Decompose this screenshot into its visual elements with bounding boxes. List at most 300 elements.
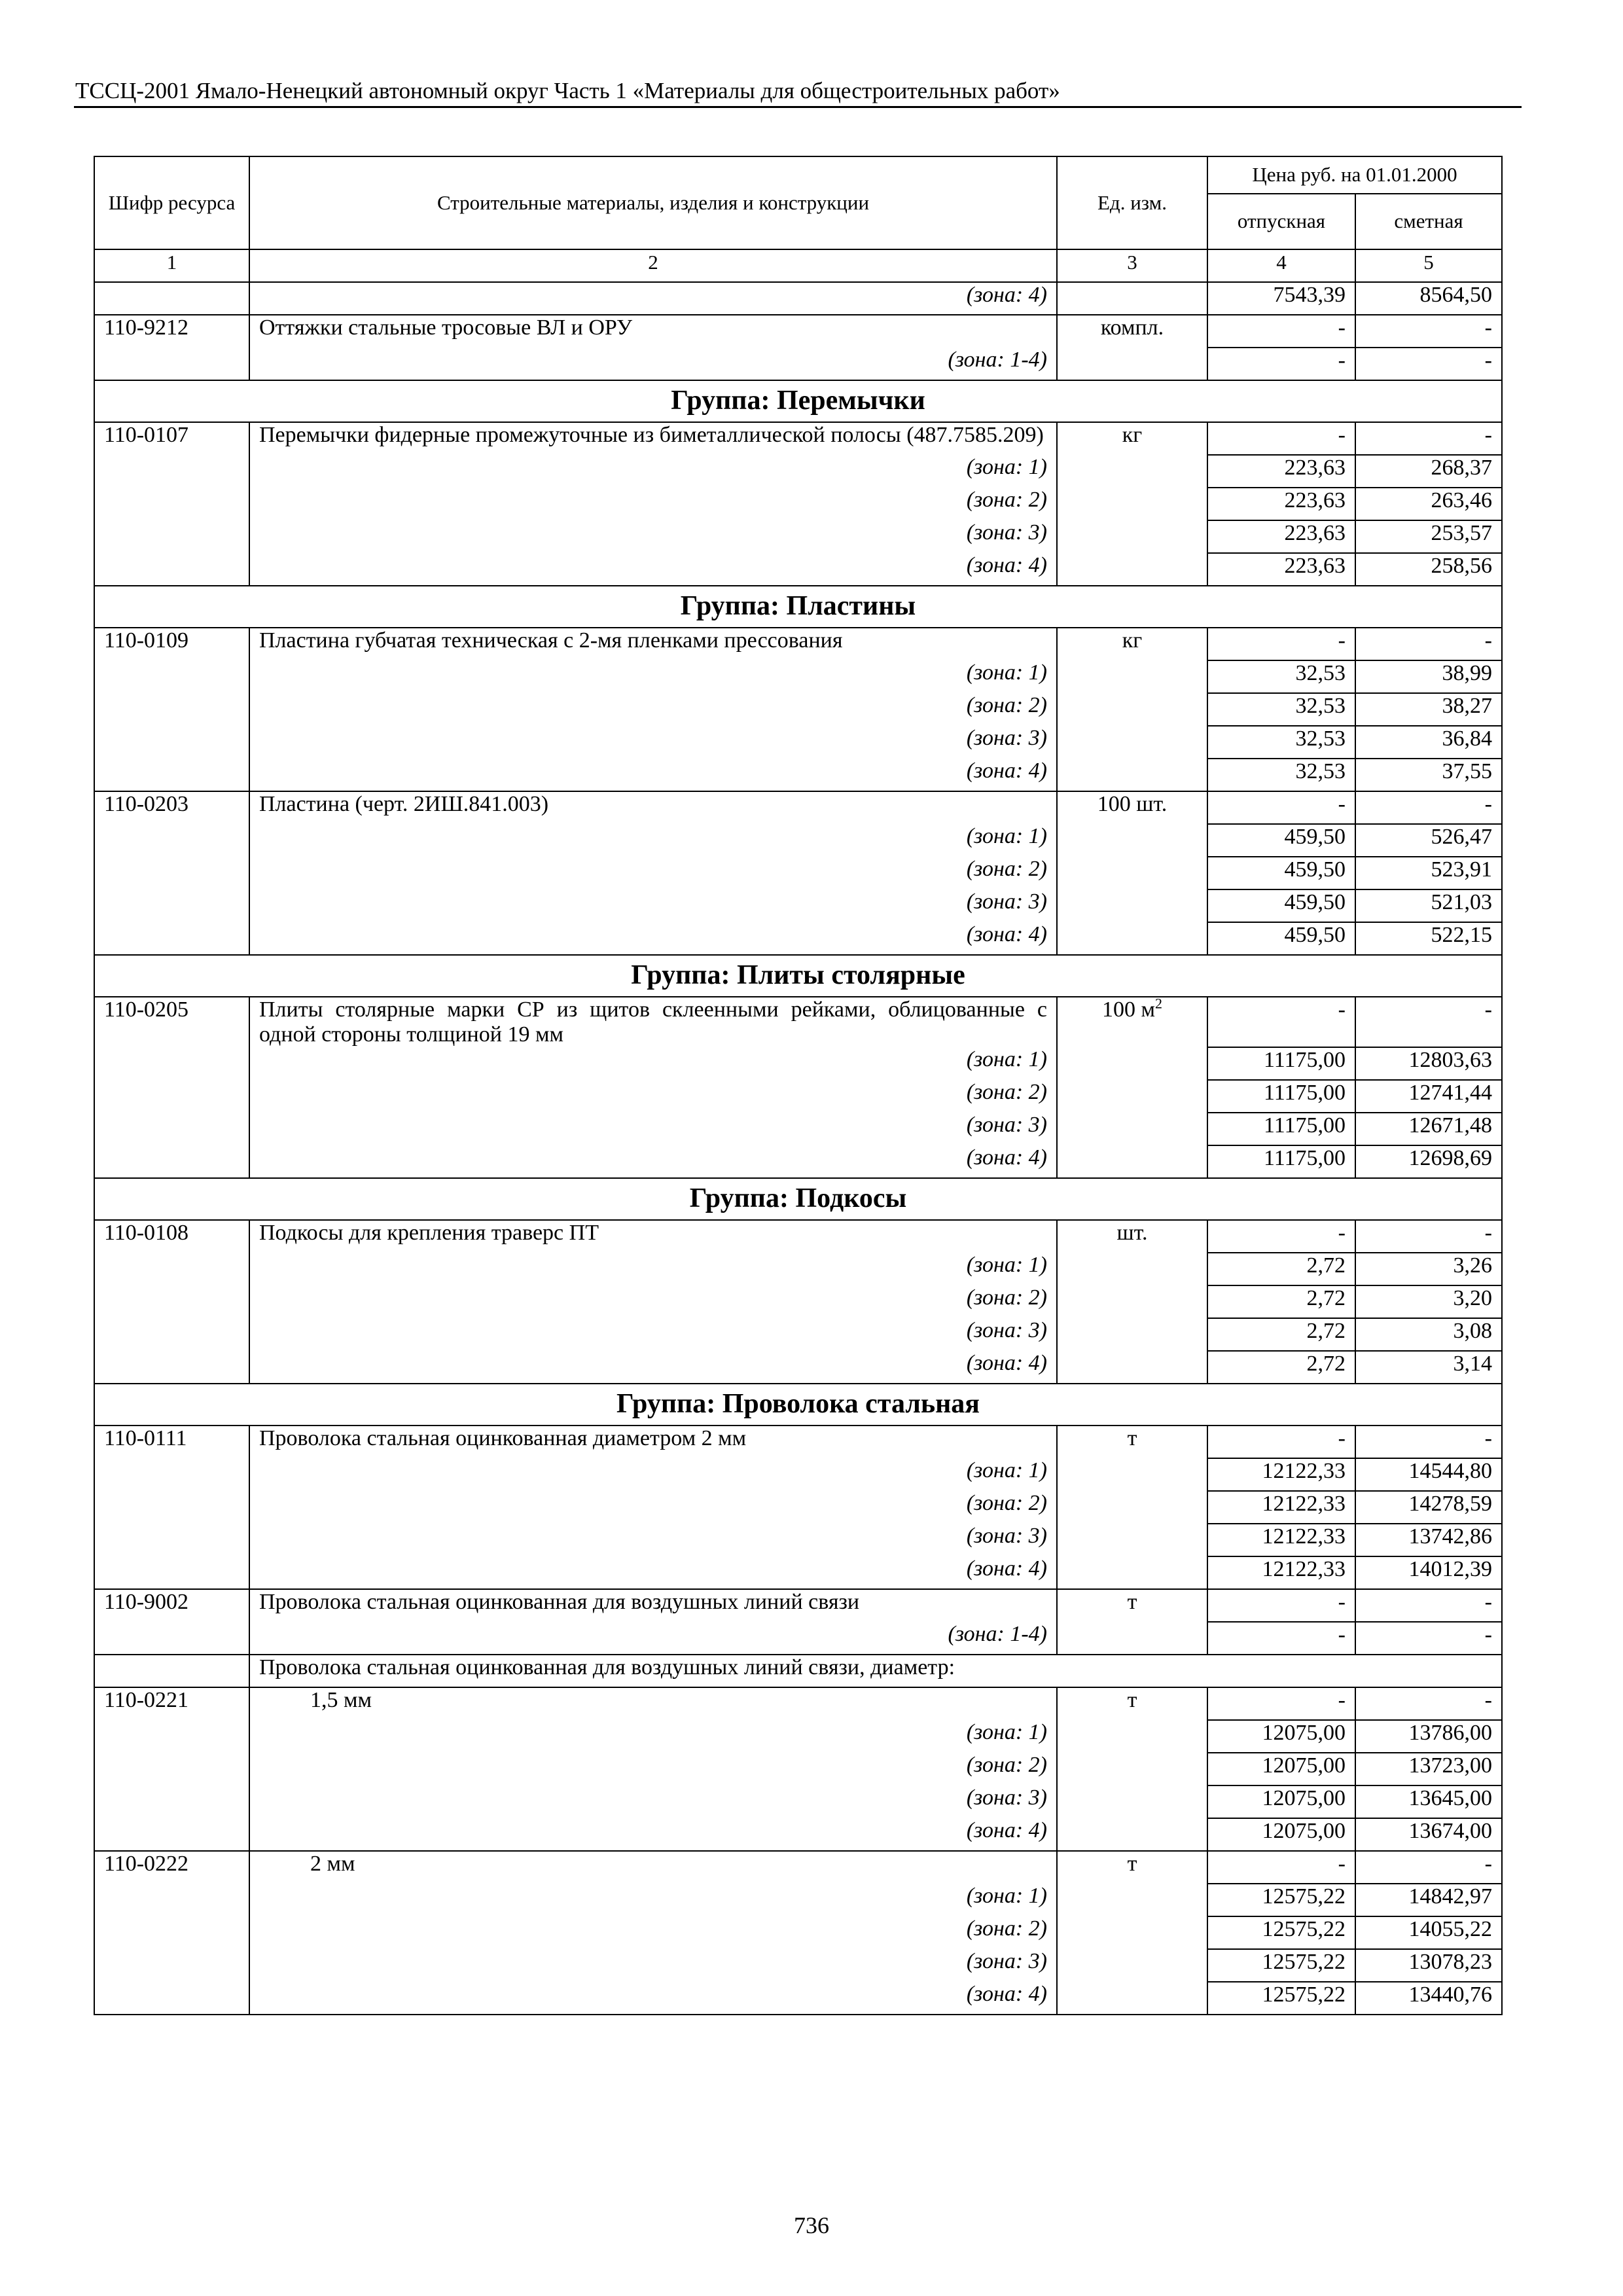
- release-price: -: [1207, 348, 1355, 380]
- subheading-row: [94, 1655, 1502, 1687]
- release-price: 2,72: [1207, 1351, 1355, 1384]
- unit-text: компл.: [1100, 315, 1164, 340]
- release-price: -: [1207, 1851, 1355, 1884]
- resource-code: [94, 1113, 249, 1145]
- estimate-price: -: [1355, 997, 1502, 1047]
- release-price: 12122,33: [1207, 1556, 1355, 1589]
- estimate-price: 8564,50: [1355, 282, 1502, 315]
- zone-label: (зона: 3): [249, 889, 1057, 922]
- unit-cell: [1057, 1318, 1207, 1351]
- release-price: 12075,00: [1207, 1818, 1355, 1851]
- zone-label: (зона: 4): [249, 922, 1057, 955]
- release-price: 7543,39: [1207, 282, 1355, 315]
- resource-code: 110-0221: [94, 1687, 249, 1720]
- zone-label: (зона: 3): [249, 1785, 1057, 1818]
- zone-label: (зона: 2): [249, 1753, 1057, 1785]
- zone-row: [94, 1080, 1502, 1113]
- unit-cell: [1057, 1720, 1207, 1753]
- zone-row: [94, 1285, 1502, 1318]
- zone-row: [94, 1351, 1502, 1384]
- resource-code: [94, 1753, 249, 1785]
- table-body: [94, 249, 1502, 2015]
- resource-row: [94, 315, 1502, 348]
- zone-label: (зона: 3): [249, 1949, 1057, 1982]
- estimate-price: 268,37: [1355, 455, 1502, 488]
- col-header-name: Строительные материалы, изделия и конструкции: [249, 156, 1057, 249]
- release-price: -: [1207, 422, 1355, 455]
- resource-code: [94, 1047, 249, 1080]
- estimate-price: 263,46: [1355, 488, 1502, 520]
- estimate-price: 38,27: [1355, 693, 1502, 726]
- resource-name-text: Пластина (черт. 2ИШ.841.003): [259, 792, 549, 816]
- resource-code: [94, 1285, 249, 1318]
- unit-cell: [1057, 997, 1207, 1047]
- resource-code: [94, 660, 249, 693]
- zone-row: [94, 759, 1502, 791]
- resource-row: [94, 628, 1502, 660]
- unit-cell: [1057, 553, 1207, 586]
- estimate-price: 3,26: [1355, 1253, 1502, 1285]
- zone-label: (зона: 1): [249, 1253, 1057, 1285]
- zone-label: (зона: 3): [249, 1524, 1057, 1556]
- zone-label: (зона: 1): [249, 1458, 1057, 1491]
- release-price: -: [1207, 1589, 1355, 1622]
- release-price: 2,72: [1207, 1318, 1355, 1351]
- resource-name: [249, 1687, 1057, 1720]
- unit-cell: [1057, 1524, 1207, 1556]
- unit-cell: [1057, 422, 1207, 455]
- resource-code: [94, 857, 249, 889]
- unit-cell: [1057, 1285, 1207, 1318]
- release-price: 12075,00: [1207, 1720, 1355, 1753]
- estimate-price: 253,57: [1355, 520, 1502, 553]
- resource-row: [94, 1220, 1502, 1253]
- zone-row: [94, 660, 1502, 693]
- zone-label: (зона: 2): [249, 1285, 1057, 1318]
- zone-label: (зона: 3): [249, 726, 1057, 759]
- zone-label: (зона: 2): [249, 1080, 1057, 1113]
- zone-row: [94, 1982, 1502, 2015]
- estimate-price: 13078,23: [1355, 1949, 1502, 1982]
- release-price: 11175,00: [1207, 1047, 1355, 1080]
- resource-name: [249, 315, 1057, 348]
- zone-label: (зона: 2): [249, 857, 1057, 889]
- col-header-unit: Ед. изм.: [1057, 156, 1207, 249]
- zone-row: [94, 520, 1502, 553]
- group-heading-row: [94, 586, 1502, 628]
- resource-row: [94, 422, 1502, 455]
- zone-row: [94, 726, 1502, 759]
- estimate-price: -: [1355, 1589, 1502, 1622]
- estimate-price: 523,91: [1355, 857, 1502, 889]
- release-price: 12575,22: [1207, 1884, 1355, 1916]
- estimate-price: -: [1355, 628, 1502, 660]
- resource-code: [94, 1145, 249, 1178]
- unit-cell: [1057, 1426, 1207, 1458]
- group-heading: Группа: Плиты столярные: [94, 955, 1502, 997]
- resource-name: [249, 791, 1057, 824]
- zone-label: (зона: 2): [249, 1916, 1057, 1949]
- resource-name-text: Пластина губчатая техническая с 2-мя пленками прессования: [259, 628, 843, 653]
- subheading-text: Проволока стальная оцинкованная для воздушных линий связи, диаметр:: [249, 1655, 1502, 1687]
- resource-code: [94, 520, 249, 553]
- resource-row: [94, 1589, 1502, 1622]
- release-price: 11175,00: [1207, 1080, 1355, 1113]
- estimate-price: 13723,00: [1355, 1753, 1502, 1785]
- resource-name-text: 1,5 мм: [310, 1688, 372, 1712]
- zone-label: (зона: 1): [249, 1884, 1057, 1916]
- zone-label: (зона: 2): [249, 693, 1057, 726]
- release-price: -: [1207, 997, 1355, 1047]
- zone-label: (зона: 1): [249, 1720, 1057, 1753]
- resource-code: [94, 922, 249, 955]
- release-price: 11175,00: [1207, 1145, 1355, 1178]
- estimate-price: 12671,48: [1355, 1113, 1502, 1145]
- zone-row: [94, 1318, 1502, 1351]
- resource-name-text: Оттяжки стальные тросовые ВЛ и ОРУ: [259, 315, 633, 340]
- release-price: 12075,00: [1207, 1753, 1355, 1785]
- unit-text: кг: [1122, 423, 1143, 447]
- resource-code: [94, 1491, 249, 1524]
- estimate-price: 14012,39: [1355, 1556, 1502, 1589]
- zone-row: [94, 857, 1502, 889]
- resource-code: [94, 553, 249, 586]
- resource-code: [94, 1458, 249, 1491]
- estimate-price: -: [1355, 1851, 1502, 1884]
- release-price: 223,63: [1207, 455, 1355, 488]
- zone-row: [94, 1491, 1502, 1524]
- resource-name-text: Проволока стальная оцинкованная диаметром 2 мм: [259, 1426, 747, 1450]
- resource-code: [94, 1982, 249, 2015]
- resource-code: 110-0222: [94, 1851, 249, 1884]
- resource-row: [94, 1851, 1502, 1884]
- release-price: 32,53: [1207, 693, 1355, 726]
- zone-label: (зона: 4): [249, 1556, 1057, 1589]
- zone-label: (зона: 1): [249, 660, 1057, 693]
- group-heading: Группа: Пластины: [94, 586, 1502, 628]
- zone-row: [94, 1622, 1502, 1655]
- unit-cell: [1057, 1253, 1207, 1285]
- release-price: 32,53: [1207, 759, 1355, 791]
- unit-cell: [1057, 1884, 1207, 1916]
- resource-code: [94, 726, 249, 759]
- estimate-price: -: [1355, 1687, 1502, 1720]
- group-heading: Группа: Перемычки: [94, 380, 1502, 422]
- resource-code: [94, 1949, 249, 1982]
- resource-code: 110-0203: [94, 791, 249, 824]
- col-header-estimate: сметная: [1355, 194, 1502, 249]
- unit-cell: [1057, 1145, 1207, 1178]
- zone-label: (зона: 4): [249, 759, 1057, 791]
- zone-row: [94, 1458, 1502, 1491]
- zone-label: (зона: 4): [249, 282, 1057, 315]
- unit-cell: [1057, 759, 1207, 791]
- page-header-title: ТССЦ-2001 Ямало-Ненецкий автономный округ Часть 1 «Материалы для общестроительных работ»: [75, 78, 1060, 103]
- column-number: 3: [1057, 249, 1207, 282]
- unit-cell: [1057, 348, 1207, 380]
- resource-code: 110-9212: [94, 315, 249, 348]
- estimate-price: -: [1355, 791, 1502, 824]
- unit-cell: [1057, 1080, 1207, 1113]
- resource-name: [249, 1426, 1057, 1458]
- zone-row: [94, 1556, 1502, 1589]
- unit-cell: [1057, 1047, 1207, 1080]
- unit-cell: [1057, 791, 1207, 824]
- resource-code: [94, 1655, 249, 1687]
- page-number: 736: [794, 2212, 829, 2238]
- zone-label: (зона: 3): [249, 1113, 1057, 1145]
- estimate-price: 13440,76: [1355, 1982, 1502, 2015]
- resource-code: [94, 759, 249, 791]
- resource-name-text: Подкосы для крепления траверс ПТ: [259, 1221, 599, 1245]
- zone-label: (зона: 4): [249, 1145, 1057, 1178]
- resource-code: 110-0109: [94, 628, 249, 660]
- estimate-price: 3,14: [1355, 1351, 1502, 1384]
- release-price: -: [1207, 1622, 1355, 1655]
- estimate-price: 258,56: [1355, 553, 1502, 586]
- resource-code: [94, 282, 249, 315]
- unit-cell: [1057, 455, 1207, 488]
- unit-cell: [1057, 282, 1207, 315]
- estimate-price: 12698,69: [1355, 1145, 1502, 1178]
- resource-name: [249, 1851, 1057, 1884]
- release-price: -: [1207, 1220, 1355, 1253]
- release-price: 12575,22: [1207, 1949, 1355, 1982]
- zone-row: [94, 693, 1502, 726]
- resource-code: [94, 348, 249, 380]
- estimate-price: 38,99: [1355, 660, 1502, 693]
- zone-label: (зона: 4): [249, 1982, 1057, 2015]
- unit-cell: [1057, 1556, 1207, 1589]
- column-number: 4: [1207, 249, 1355, 282]
- zone-row: [94, 1145, 1502, 1178]
- release-price: 459,50: [1207, 922, 1355, 955]
- unit-text: 100 шт.: [1097, 792, 1168, 816]
- resource-code: [94, 1884, 249, 1916]
- release-price: 12122,33: [1207, 1491, 1355, 1524]
- zone-row: [94, 922, 1502, 955]
- release-price: -: [1207, 1687, 1355, 1720]
- col-header-release: отпускная: [1207, 194, 1355, 249]
- unit-cell: [1057, 889, 1207, 922]
- resource-name-text: 2 мм: [310, 1852, 355, 1876]
- unit-cell: [1057, 1113, 1207, 1145]
- resource-code: [94, 1524, 249, 1556]
- estimate-price: -: [1355, 422, 1502, 455]
- unit-text: т: [1127, 1852, 1137, 1876]
- estimate-price: 521,03: [1355, 889, 1502, 922]
- price-table: [94, 156, 1503, 2015]
- estimate-price: 13674,00: [1355, 1818, 1502, 1851]
- unit-cell: [1057, 1687, 1207, 1720]
- unit-text: шт.: [1116, 1221, 1148, 1245]
- release-price: 12575,22: [1207, 1916, 1355, 1949]
- zone-label: (зона: 1-4): [249, 1622, 1057, 1655]
- estimate-price: -: [1355, 348, 1502, 380]
- estimate-price: 37,55: [1355, 759, 1502, 791]
- zone-label: (зона: 3): [249, 520, 1057, 553]
- zone-label: (зона: 4): [249, 1351, 1057, 1384]
- column-number: 1: [94, 249, 249, 282]
- zone-row: [94, 1818, 1502, 1851]
- resource-code: [94, 1080, 249, 1113]
- unit-cell: [1057, 857, 1207, 889]
- unit-text: 100 м: [1101, 997, 1155, 1022]
- unit-text: т: [1127, 1688, 1137, 1712]
- release-price: 459,50: [1207, 889, 1355, 922]
- zone-label: (зона: 1): [249, 824, 1057, 857]
- resource-row: [94, 1426, 1502, 1458]
- resource-name: [249, 997, 1057, 1047]
- resource-row: [94, 791, 1502, 824]
- zone-row: [94, 1884, 1502, 1916]
- release-price: 12075,00: [1207, 1785, 1355, 1818]
- table-header: [94, 156, 1502, 249]
- header-divider: [74, 106, 1522, 108]
- unit-cell: [1057, 1753, 1207, 1785]
- zone-label: (зона: 4): [249, 553, 1057, 586]
- group-heading-row: [94, 1384, 1502, 1426]
- resource-row: [94, 1687, 1502, 1720]
- release-price: 223,63: [1207, 488, 1355, 520]
- zone-row: [94, 282, 1502, 315]
- estimate-price: 13742,86: [1355, 1524, 1502, 1556]
- estimate-price: 36,84: [1355, 726, 1502, 759]
- estimate-price: 14278,59: [1355, 1491, 1502, 1524]
- col-header-code: Шифр ресурса: [94, 156, 249, 249]
- release-price: -: [1207, 628, 1355, 660]
- estimate-price: -: [1355, 1426, 1502, 1458]
- release-price: 459,50: [1207, 824, 1355, 857]
- resource-code: [94, 693, 249, 726]
- zone-row: [94, 348, 1502, 380]
- release-price: -: [1207, 791, 1355, 824]
- resource-code: 110-0111: [94, 1426, 249, 1458]
- estimate-price: -: [1355, 1220, 1502, 1253]
- estimate-price: 12803,63: [1355, 1047, 1502, 1080]
- estimate-price: -: [1355, 1622, 1502, 1655]
- release-price: 2,72: [1207, 1253, 1355, 1285]
- resource-name-text: Плиты столярные марки СР из щитов склеенными рейками, облицованные с одной стороны толщиной 19 мм: [259, 997, 1047, 1047]
- group-heading-row: [94, 1178, 1502, 1220]
- unit-cell: [1057, 1589, 1207, 1622]
- release-price: 12122,33: [1207, 1524, 1355, 1556]
- unit-cell: [1057, 693, 1207, 726]
- resource-code: [94, 1351, 249, 1384]
- release-price: 11175,00: [1207, 1113, 1355, 1145]
- zone-label: (зона: 1-4): [249, 348, 1057, 380]
- estimate-price: -: [1355, 315, 1502, 348]
- unit-cell: [1057, 1458, 1207, 1491]
- resource-code: [94, 455, 249, 488]
- estimate-price: 526,47: [1355, 824, 1502, 857]
- zone-label: (зона: 1): [249, 1047, 1057, 1080]
- unit-superscript: 2: [1155, 995, 1162, 1012]
- estimate-price: 3,08: [1355, 1318, 1502, 1351]
- zone-label: (зона: 2): [249, 1491, 1057, 1524]
- release-price: 223,63: [1207, 520, 1355, 553]
- resource-name-text: Проволока стальная оцинкованная для воздушных линий связи: [259, 1590, 860, 1614]
- unit-cell: [1057, 726, 1207, 759]
- release-price: -: [1207, 1426, 1355, 1458]
- estimate-price: 12741,44: [1355, 1080, 1502, 1113]
- resource-row: [94, 997, 1502, 1047]
- unit-cell: [1057, 1351, 1207, 1384]
- release-price: 32,53: [1207, 660, 1355, 693]
- unit-cell: [1057, 1916, 1207, 1949]
- unit-cell: [1057, 1818, 1207, 1851]
- estimate-price: 14055,22: [1355, 1916, 1502, 1949]
- zone-row: [94, 1113, 1502, 1145]
- zone-label: (зона: 4): [249, 1818, 1057, 1851]
- resource-name: [249, 422, 1057, 455]
- release-price: 12575,22: [1207, 1982, 1355, 2015]
- release-price: 223,63: [1207, 553, 1355, 586]
- estimate-price: 522,15: [1355, 922, 1502, 955]
- resource-name: [249, 1220, 1057, 1253]
- estimate-price: 14544,80: [1355, 1458, 1502, 1491]
- resource-code: [94, 488, 249, 520]
- zone-row: [94, 1253, 1502, 1285]
- zone-row: [94, 488, 1502, 520]
- estimate-price: 3,20: [1355, 1285, 1502, 1318]
- unit-cell: [1057, 1949, 1207, 1982]
- estimate-price: 13645,00: [1355, 1785, 1502, 1818]
- unit-text: т: [1127, 1426, 1137, 1450]
- resource-code: 110-9002: [94, 1589, 249, 1622]
- resource-code: [94, 1622, 249, 1655]
- resource-code: [94, 1556, 249, 1589]
- unit-cell: [1057, 1851, 1207, 1884]
- group-heading-row: [94, 955, 1502, 997]
- zone-label: (зона: 3): [249, 1318, 1057, 1351]
- unit-cell: [1057, 824, 1207, 857]
- zone-row: [94, 1524, 1502, 1556]
- resource-code: [94, 1785, 249, 1818]
- zone-row: [94, 1785, 1502, 1818]
- zone-row: [94, 1916, 1502, 1949]
- unit-cell: [1057, 520, 1207, 553]
- resource-code: [94, 1720, 249, 1753]
- unit-cell: [1057, 660, 1207, 693]
- zone-row: [94, 553, 1502, 586]
- zone-label: (зона: 2): [249, 488, 1057, 520]
- release-price: 12122,33: [1207, 1458, 1355, 1491]
- release-price: -: [1207, 315, 1355, 348]
- group-heading: Группа: Проволока стальная: [94, 1384, 1502, 1426]
- unit-cell: [1057, 922, 1207, 955]
- resource-code: [94, 824, 249, 857]
- unit-text: т: [1127, 1590, 1137, 1614]
- release-price: 32,53: [1207, 726, 1355, 759]
- unit-cell: [1057, 1785, 1207, 1818]
- column-number-row: [94, 249, 1502, 282]
- resource-name: [249, 628, 1057, 660]
- unit-cell: [1057, 1491, 1207, 1524]
- resource-code: [94, 889, 249, 922]
- release-price: 459,50: [1207, 857, 1355, 889]
- release-price: 2,72: [1207, 1285, 1355, 1318]
- zone-row: [94, 1753, 1502, 1785]
- unit-cell: [1057, 488, 1207, 520]
- estimate-price: 13786,00: [1355, 1720, 1502, 1753]
- unit-text: кг: [1122, 628, 1143, 653]
- zone-row: [94, 455, 1502, 488]
- column-number: 5: [1355, 249, 1502, 282]
- zone-row: [94, 1949, 1502, 1982]
- zone-row: [94, 1047, 1502, 1080]
- zone-row: [94, 889, 1502, 922]
